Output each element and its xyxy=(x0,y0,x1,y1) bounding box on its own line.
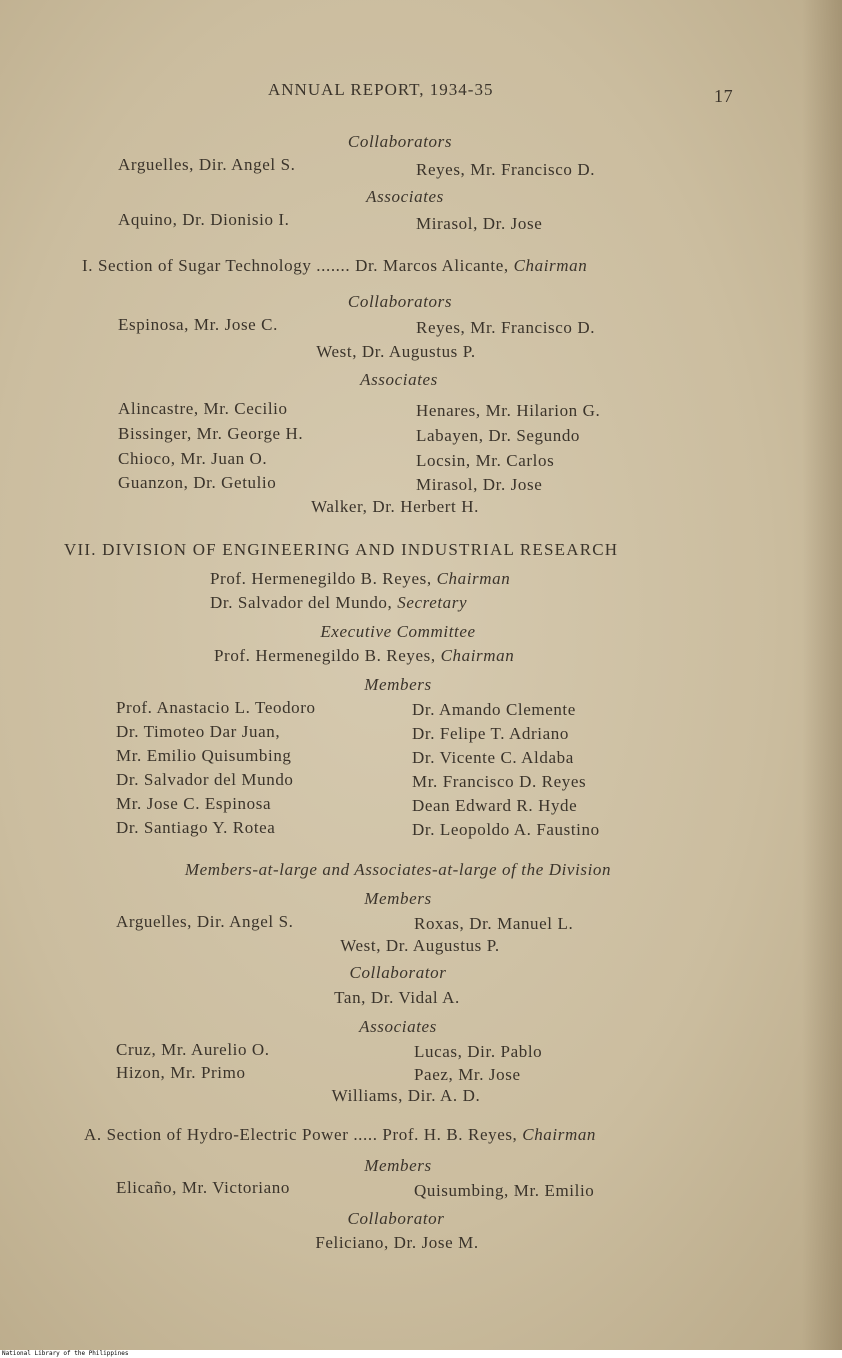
associate-name: Mirasol, Dr. Jose xyxy=(416,475,543,494)
secretary-role: Secretary xyxy=(397,593,468,612)
division-title: VII. DIVISION OF ENGINEERING AND INDUSTRIAL RESEARCH xyxy=(64,540,619,559)
chairman-name: Prof. Hermenegildo B. Reyes, xyxy=(214,646,436,665)
associate-name: Bissinger, Mr. George H. xyxy=(118,424,304,443)
members-heading: Members xyxy=(364,889,432,908)
associate-name: Hizon, Mr. Primo xyxy=(116,1063,246,1082)
division-chairman xyxy=(210,569,510,589)
member-name: Prof. Anastacio L. Teodoro xyxy=(116,698,316,717)
associate-name: Henares, Mr. Hilarion G. xyxy=(416,401,601,420)
associate-name: Mirasol, Dr. Jose xyxy=(416,214,543,233)
section-chairman-role: Chairman xyxy=(522,1125,597,1144)
associate-name: Cruz, Mr. Aurelio O. xyxy=(116,1040,270,1059)
collaborators-heading: Collaborators xyxy=(347,292,453,311)
collaborator-name: Reyes, Mr. Francisco D. xyxy=(416,160,596,179)
members-heading: Members xyxy=(364,1156,432,1175)
collaborator-name: Tan, Dr. Vidal A. xyxy=(334,988,460,1007)
associates-heading: Associates xyxy=(366,187,444,206)
section-chairman-role: Chairman xyxy=(513,256,588,275)
member-name: Mr. Jose C. Espinosa xyxy=(116,794,272,813)
page-number: 17 xyxy=(714,86,734,106)
collaborator-name: West, Dr. Augustus P. xyxy=(316,342,476,361)
member-name: Dr. Salvador del Mundo xyxy=(116,770,294,789)
associate-name: Alincastre, Mr. Cecilio xyxy=(118,399,288,418)
associate-name: Locsin, Mr. Carlos xyxy=(416,451,555,470)
page-edge-shadow xyxy=(802,0,842,1350)
member-name: Dr. Vicente C. Aldaba xyxy=(412,748,574,767)
associate-name: Williams, Dir. A. D. xyxy=(331,1086,481,1105)
collaborator-heading: Collaborator xyxy=(349,963,447,982)
collaborator-name: Reyes, Mr. Francisco D. xyxy=(416,318,596,337)
collaborators-heading: Collaborators xyxy=(347,132,453,151)
associate-name: Lucas, Dir. Pablo xyxy=(414,1042,543,1061)
chairman-role: Chairman xyxy=(436,569,511,588)
member-name: West, Dr. Augustus P. xyxy=(340,936,500,955)
library-credit: National Library of the Philippines xyxy=(2,1350,129,1357)
associate-name: Guanzon, Dr. Getulio xyxy=(118,473,277,492)
member-name: Arguelles, Dir. Angel S. xyxy=(116,912,294,931)
associates-heading: Associates xyxy=(360,370,438,389)
associate-name: Aquino, Dr. Dionisio I. xyxy=(118,210,290,229)
associate-name: Chioco, Mr. Juan O. xyxy=(118,449,268,468)
member-name: Mr. Francisco D. Reyes xyxy=(412,772,587,791)
collaborator-heading: Collaborator xyxy=(347,1209,445,1228)
member-name: Dr. Felipe T. Adriano xyxy=(412,724,569,743)
associates-heading: Associates xyxy=(359,1017,437,1036)
member-name: Roxas, Dr. Manuel L. xyxy=(414,914,574,933)
division-secretary xyxy=(210,593,467,613)
collaborator-name: Espinosa, Mr. Jose C. xyxy=(118,315,278,334)
chairman-name: Prof. Hermenegildo B. Reyes, xyxy=(210,569,432,588)
member-name: Mr. Emilio Quisumbing xyxy=(116,746,292,765)
member-name: Dean Edward R. Hyde xyxy=(412,796,578,815)
secretary-name: Dr. Salvador del Mundo, xyxy=(210,593,393,612)
executive-committee-heading: Executive Committee xyxy=(320,622,476,641)
member-name: Dr. Amando Clemente xyxy=(412,700,576,719)
section-title-text: I. Section of Sugar Technology ....... Dr. Marcos Alicante, xyxy=(82,256,509,275)
section-title-sugar-technology xyxy=(82,256,587,276)
member-name: Quisumbing, Mr. Emilio xyxy=(414,1181,595,1200)
member-name: Dr. Santiago Y. Rotea xyxy=(116,818,276,837)
members-at-large-heading: Members-at-large and Associates-at-large of the Division xyxy=(184,860,612,879)
member-name: Dr. Leopoldo A. Faustino xyxy=(412,820,600,839)
running-title: ANNUAL REPORT, 1934-35 xyxy=(268,80,494,99)
executive-committee-chairman xyxy=(214,646,514,666)
associate-name: Paez, Mr. Jose xyxy=(414,1065,521,1084)
associate-name: Walker, Dr. Herbert H. xyxy=(311,497,479,516)
section-title-text: A. Section of Hydro-Electric Power ..... Prof. H. B. Reyes, xyxy=(84,1125,518,1144)
associate-name: Labayen, Dr. Segundo xyxy=(416,426,581,445)
collaborator-name: Feliciano, Dr. Jose M. xyxy=(315,1233,479,1252)
section-title-hydro-electric xyxy=(84,1125,596,1145)
members-heading: Members xyxy=(364,675,432,694)
member-name: Dr. Timoteo Dar Juan, xyxy=(116,722,281,741)
collaborator-name: Arguelles, Dir. Angel S. xyxy=(118,155,296,174)
member-name: Elicaño, Mr. Victoriano xyxy=(116,1178,290,1197)
chairman-role: Chairman xyxy=(440,646,515,665)
